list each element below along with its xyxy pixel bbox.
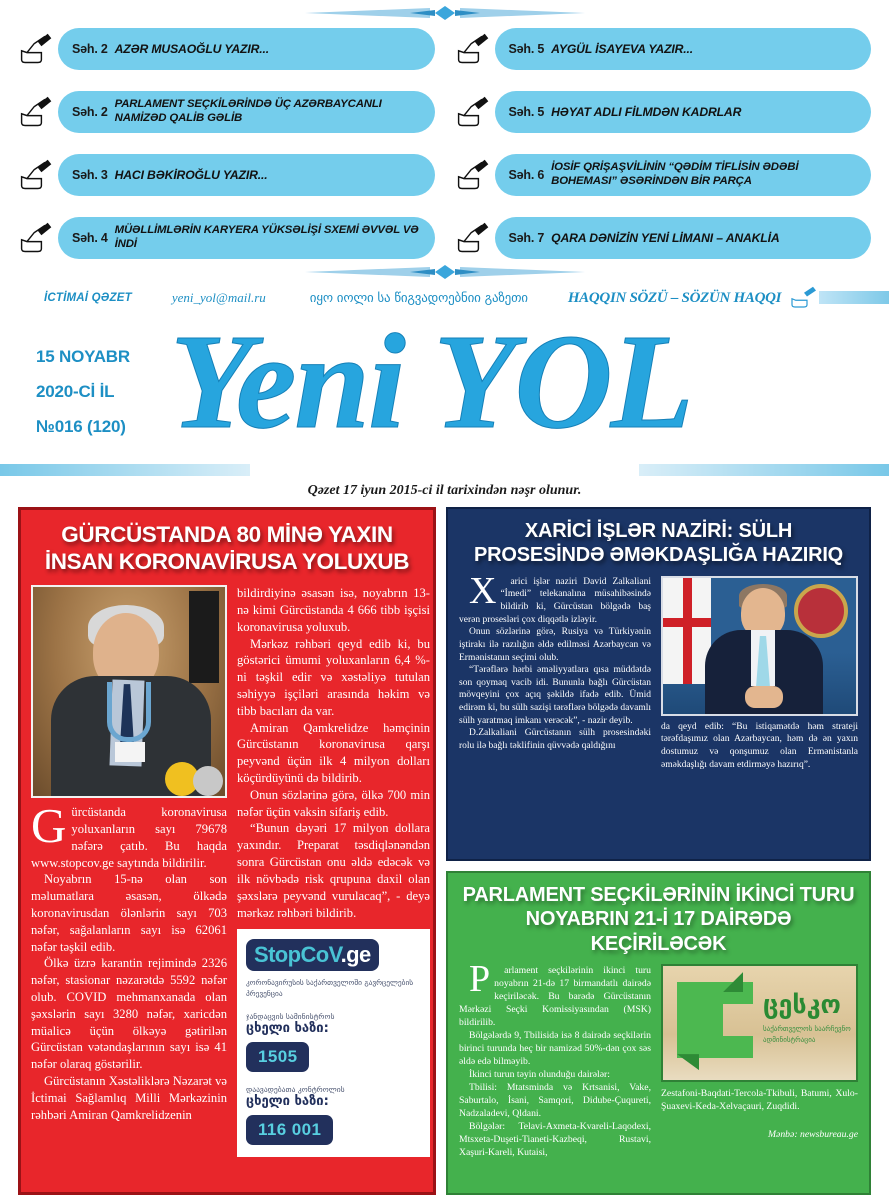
index-title: MÜƏLLİMLƏRİN KARYERA YÜKSƏLİŞİ SXEMİ ƏVVƏL VƏ İNDİ [114, 224, 419, 250]
article-headline: GÜRCÜSTANDA 80 MİNƏ YAXIN İNSAN KORONAVİRUSA YOLUXUB [44, 522, 410, 574]
stopcov-logo [246, 939, 379, 971]
masthead-band [819, 291, 889, 304]
masthead-issue-block [0, 347, 170, 437]
index-page-number: Səh. 2 [72, 42, 108, 56]
index-item[interactable] [18, 217, 435, 259]
article-parliament-elections[interactable] [446, 871, 871, 1195]
article-photo-qamkrelidze [31, 585, 227, 798]
content-area [0, 507, 889, 1195]
article-column-b [661, 964, 858, 1159]
cesko-logo [661, 964, 858, 1082]
stopcov-number-1[interactable]: 1505 [246, 1042, 309, 1072]
paragraph: Ölkə üzrə karantin rejimində 2326 nəfər, stasionar nəzarətdə 5592 nəfər olub. COVID mehmanxanada olan şəxslərin sayı 3280 nəfər, xaricdən müalicə üçün ölkəyə gətirilən Gürcüstan vətəndaşlarının sayı isə 41 nəfər olaraq göstərilir. [31, 956, 227, 1072]
writing-hand-icon [789, 286, 819, 310]
drop-cap: P [469, 958, 491, 1001]
stopcov-label-1: ჯანდაცვის სამინისტროს [246, 1011, 335, 1021]
stopcov-logo-tld: .ge [340, 942, 371, 968]
writing-hand-icon [455, 32, 491, 66]
writing-hand-icon [455, 95, 491, 129]
photo-microphone [193, 766, 223, 796]
stopcov-number-2[interactable]: 116 001 [246, 1115, 333, 1145]
index-page-number: Səh. 6 [508, 168, 545, 182]
index-section [0, 22, 889, 259]
index-title: HƏYAT ADLI FİLMDƏN KADRLAR [551, 104, 742, 119]
issue-number: №016 (120) [36, 417, 126, 436]
article-column-a [459, 569, 651, 772]
issue-date: 15 NOYABR [36, 347, 130, 366]
paragraph: “Bunun dəyəri 17 milyon dollara yaxındır. Preparat təsdiqlənəndən sonra Gürcüstan onu əldə edəcək və ilk növbədə risk qrupuna daxil olan şəxslərə peyvənd vurulacaq”, - deyə mərkəz rəhbəri bildirib. [237, 821, 430, 920]
index-page-number: Səh. 5 [508, 42, 545, 56]
article-source: Mənbə: newsbureau.ge [767, 1129, 858, 1141]
index-pill[interactable] [495, 217, 872, 259]
index-item[interactable] [455, 91, 872, 133]
writing-hand-icon [18, 32, 54, 66]
article-column-a [459, 958, 651, 1159]
index-pill[interactable] [495, 154, 872, 196]
paragraph: İkinci turun təyin olunduğu dairələr: [469, 1069, 610, 1081]
photo-flag-cross [663, 618, 711, 627]
index-pill[interactable] [58, 28, 435, 70]
cesko-logo-title: ცესკო [763, 990, 841, 1020]
photo-lanyard [107, 682, 151, 742]
paragraph: Bölgələr: Telavi-Axmeta-Kvareli-Laqodexi, Mtsxeta-Duşeti-Tianeti-Kazbeqi, Rustavi, Xaşuri-Kareli, Kutaisi, [459, 1121, 651, 1159]
index-pill[interactable] [495, 28, 872, 70]
paragraph: ürcüstanda koronavirusa yoluxanların sayı 79678 nəfərə çatıb. Bu haqda www.stopcov.ge saytında bildirilir. [31, 805, 227, 870]
index-column-left [18, 28, 435, 259]
photo-bg-panel [189, 591, 219, 683]
drop-cap: X [469, 569, 497, 612]
article-columns [459, 569, 858, 772]
georgian-tagline: იყო იოლი სა წიგვადოებნიი გაზეთი [309, 290, 528, 306]
index-item[interactable] [18, 154, 435, 196]
article-foreign-minister[interactable] [446, 507, 871, 861]
masthead-rule [0, 461, 889, 479]
paper-slogan: HAQQIN SÖZÜ – SÖZÜN HAQQI [567, 289, 782, 306]
index-page-number: Səh. 7 [508, 231, 545, 245]
article-columns [459, 958, 858, 1159]
paragraph: Zestafoni-Baqdati-Tercola-Tkibuli, Batumi, Xulo-Şuaxevi-Keda-Xelvaçauri, Zuqdidi. [661, 1088, 858, 1113]
stopcov-label-2: დაავადებათა კონტროლის [246, 1085, 345, 1095]
paragraph: D.Zalkaliani Gürcüstanın sülh prosesindəki rolu ilə bağlı təklifinin qüvvədə qaldığını [459, 728, 651, 751]
photo-hands [745, 686, 783, 708]
index-pill[interactable] [495, 91, 872, 133]
index-pill[interactable] [58, 91, 435, 133]
index-item[interactable] [18, 28, 435, 70]
index-title: AZƏR MUSAOĞLU YAZIR... [114, 41, 269, 56]
article-body-a [459, 569, 651, 753]
writing-hand-icon [455, 158, 491, 192]
index-page-number: Səh. 2 [72, 105, 108, 119]
article-headline: PARLAMENT SEÇKİLƏRİNİN İKİNCİ TURU NOYABRIN 21-İ 17 DAİRƏDƏ KEÇİRİLƏCƏK [462, 884, 855, 955]
top-ornament [0, 0, 889, 22]
index-item[interactable] [455, 217, 872, 259]
stopcov-hotline-1: ცხელი ხაზი: [246, 1020, 329, 1036]
index-page-number: Səh. 3 [72, 168, 108, 182]
paragraph: arlament seçkilərinin ikinci turu noyabrın 21-də 17 birmandatlı dairədə keçiriləcək. Bu barədə Gürcüstanın Mərkəzi Seçki Komissiyasından (MSK) bildirilib. [459, 965, 651, 1029]
writing-hand-icon [18, 95, 54, 129]
ornament-icon [295, 5, 595, 21]
article-body-b [661, 721, 858, 772]
stopcov-subtitle: კორონავირუსის საქართველოში გავრცელების პრევენცია [246, 978, 414, 998]
writing-hand-icon [455, 221, 491, 255]
column-right [446, 507, 871, 1195]
article-body-b [237, 585, 430, 921]
paragraph: arici işlər naziri David Zalkaliani “İmedi” telekanalına müsahibəsində bildirib ki, Gürcüstan bölgədə baş verən prosesləri çox diqqətlə izləyir. [459, 576, 651, 625]
paragraph: Mərkəz rəhbəri qeyd edib ki, bu göstərici ümumi yoluxanların 6,4 %-ni təşkil edir və xəstəliyə tutulan səhiyyə işçiləri arasında həkim və tibb bacıları da var. [237, 636, 430, 718]
column-left [18, 507, 436, 1195]
rule-right [639, 464, 889, 476]
paragraph: Onun sözlərinə görə, ölkə 700 min nəfər üçün vaksin sifariş edib. [237, 787, 430, 819]
paragraph: Bölgələrdə 9, Tbilisidə isə 8 dairədə seçkilərin birinci turunda heç bir namizəd 50%-dən çox səs əldə edə bilməyib. [459, 1030, 651, 1068]
paragraph: Noyabrın 15-nə olan son məlumatlara əsasən, ölkədə koronavirusdan ölənlərin sayı 703 nəfər, sağalanların sayı isə 62061 nəfər təşkil edib. [31, 872, 227, 954]
article-body-a [459, 958, 651, 1159]
article-column-b [237, 585, 430, 1157]
paragraph: Tbilisi: Mtatsminda və Krtsanisi, Vake, Saburtalo, İsani, Samqori, Didube-Çuqureti, Nadzaladevi, Qldani. [459, 1082, 651, 1120]
masthead-ornament [0, 259, 889, 285]
index-column-right [455, 28, 872, 259]
stopcov-infobox [237, 929, 430, 1157]
rule-left [0, 464, 250, 476]
index-page-number: Səh. 5 [508, 105, 545, 119]
paper-kind: İCTİMAİ QƏZET [44, 292, 132, 304]
paragraph: Amiran Qamkrelidze həmçinin Gürcüstanın koronavirusa qarşı peyvənd üçün ilk 4 milyon dolları köçürdüyünü də bildirib. [237, 720, 430, 786]
paper-logo: Yeni YOL [170, 307, 692, 458]
paragraph: bildirdiyinə əsasən isə, noyabrın 13-nə kimi Gürcüstanda 4 666 tibb işçisi koronavirusa yoluxub. [237, 586, 430, 634]
article-body-a [31, 798, 227, 1123]
index-title: İOSİF QRİŞAŞVİLİNİN “QƏDİM TİFLİSİN ƏDƏBİ BOHEMASI” ƏSƏRİNDƏN BİR PARÇA [551, 161, 799, 187]
photo-emblem [794, 584, 848, 638]
paragraph: “Tərəflərə hərbi əməliyyatlara qısa müddətdə son qoymaq vacib idi. Bununla bağlı Gürcüstan mövqeyini çox açıq şəkildə ifadə edib. Ümid edirəm ki, bu sülh sazişi tərəflərə bölgədə davamlı sülh yaratmaq imkanı verəcək”, - nazir deyib. [459, 665, 651, 726]
writing-hand-icon [18, 158, 54, 192]
issue-year: 2020-Cİ İL [36, 382, 115, 401]
index-title: QARA DƏNİZİN YENİ LİMANI – ANAKLİA [551, 230, 780, 245]
index-item[interactable] [455, 28, 872, 70]
article-photo-zalkaliani [661, 576, 858, 716]
stopcov-hotline-2: ცხელი ხაზი: [246, 1094, 329, 1110]
drop-cap: G [31, 798, 67, 854]
cesko-logo-subtitle: საქართველოს საარჩევნო ადმინისტრაცია [763, 1025, 851, 1044]
photo-badge [115, 742, 145, 762]
article-coronavirus[interactable] [18, 507, 436, 1195]
article-body-b [661, 1087, 858, 1113]
contact-email[interactable]: yeni_yol@mail.ru [171, 290, 266, 305]
article-column-b [661, 576, 858, 772]
index-pill[interactable] [58, 217, 435, 259]
paragraph: da qeyd edib: “Bu istiqamətdə həm strateji tərəfdaşımız olan Azərbaycan, həm də ən yaxın dostumuz və qonşumuz olan Ermənistanla əməkdaşlığı davam etdirməyə hazırıq”. [661, 721, 858, 770]
ornament-icon [295, 264, 595, 280]
index-title: HACI BƏKİROĞLU YAZIR... [114, 167, 268, 182]
masthead-main [0, 307, 889, 461]
index-item[interactable] [455, 154, 872, 196]
index-title: AYGÜL İSAYEVA YAZIR... [551, 41, 693, 56]
index-page-number: Səh. 4 [72, 231, 108, 245]
publication-note: Qəzet 17 iyun 2015-ci il tarixindən nəşr olunur. [307, 483, 582, 498]
photo-flag-cross [683, 578, 692, 684]
article-headline: XARİCİ İŞLƏR NAZİRİ: SÜLH PROSESİNDƏ ƏMƏKDAŞLIĞA HAZIRIQ [473, 520, 844, 567]
writing-hand-icon [18, 221, 54, 255]
article-column-a [31, 585, 227, 1157]
index-item[interactable] [18, 91, 435, 133]
stopcov-logo-main: StopCoV [254, 942, 341, 968]
index-title: PARLAMENT SEÇKİLƏRİNDƏ ÜÇ AZƏRBAYCANLI NAMİZƏD QALİB GƏLİB [114, 98, 382, 124]
paragraph: Gürcüstanın Xəstəliklərə Nəzarət və İctimai Sağlamlıq Milli Mərkəzinin rəhbəri Amiran Qamkrelidzenin [31, 1074, 227, 1122]
paragraph: Onun sözlərinə görə, Rusiya və Türkiyənin iştirakı ilə razılığın əldə edilməsi Azərbaycan və Ermənistanın seçimi olub. [459, 627, 651, 663]
article-columns [31, 585, 430, 1157]
index-pill[interactable] [58, 154, 435, 196]
